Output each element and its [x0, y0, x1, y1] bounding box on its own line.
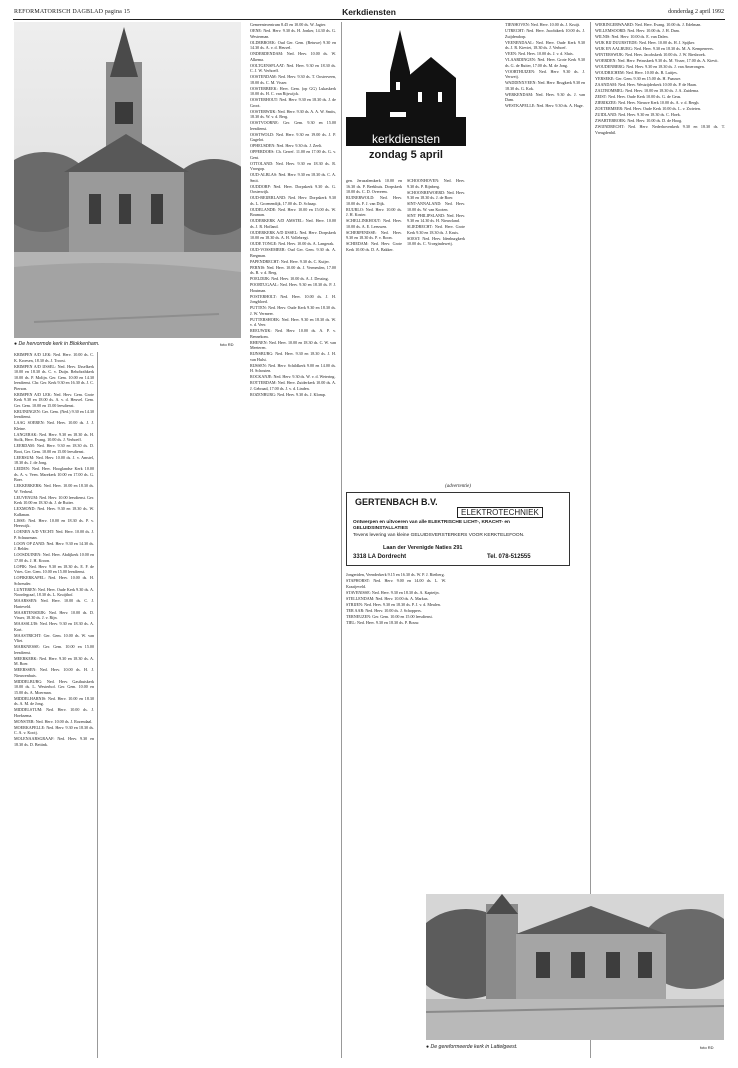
list-item: WOUDENBERG: Ned. Herv. 9.30 en 18.30 ds. J. van Amerongen.: [595, 64, 705, 69]
list-item: VEEN: Ned. Herv. 10.00 ds. J. v. d. Sluis.: [505, 51, 574, 56]
column-3a: [346, 178, 402, 478]
list-item: LANGERAK: Ned. Herv. 9.30 en 18.30 ds. H. Stolk, Herv. Evang. 10.00 ds. J. Verhoeff.: [14, 431, 94, 442]
list-item: LEERDAM: Ned. Herv. 9.30 en 18.30 ds. D. Boot, Ger. Gem. 10.00 en 15.00 leesdienst.: [14, 443, 94, 454]
list-item: KRIMPEN A/D LEK: Ned. Herv. 10.00 ds. C. K. Kroesen, 18.30 ds. J. Troost.: [14, 352, 94, 363]
list-item: MONSTER: Ned. Herv. 10.00 ds. J. Rozendaal.: [14, 718, 93, 724]
list-item: LUNTEREN: Ned. Herv. Oude Kerk 9.30 ds. A. Noordegraaf, 18.30 ds. L. Kruijthof.: [14, 586, 94, 597]
list-item: LOENEN A/D VECHT: Ned. Herv. 10.00 ds. J. P. Schuurman.: [14, 529, 94, 540]
list-item: Jongeriden, Veenderkerk 9.15 en 16.30 ds. W. P. J. Rietberg.: [346, 572, 445, 577]
list-item: ROTTERDAM: Ned. Herv. Zuiderkerk 10.00 ds. A. J. Gebraad, 17.00 ds. J. v. d. Linden.: [250, 380, 336, 391]
list-item: MARKNESSE: Ger. Gem. 10.00 en 15.00 leesdienst.: [14, 644, 94, 655]
caption-bullet-icon: ●: [14, 341, 18, 347]
list-item: OUDDORP: Ned. Herv. Dorpskerk 9.30 ds. G. Oosterwijk.: [250, 183, 336, 194]
list-item: Gemeentecentrum 8.45 en 10.00 ds. W. Jagter.: [250, 22, 327, 27]
list-item: WIJK EN AALBURG: Ned. Herv. 9.30 en 18.30 ds. M. A. Kempeneers.: [595, 46, 714, 51]
list-item: ONDERDENDAM: Ned. Herv. 10.00 ds. W. Alkema.: [250, 51, 336, 62]
list-item: TIENHOVEN: Ned. Herv. 10.00 ds. J. Kruijt.: [505, 22, 581, 27]
list-item: POORTUGAAL: Ned. Herv. 9.30 en 18.30 ds. P. J. Houtman.: [250, 282, 336, 293]
photo-credit-top: foto RD: [220, 342, 234, 347]
list-item: LOOSDUINEN: Ned. Herv. Abdijkerk 10.00 en 17.00 ds. J. H. Kroon.: [14, 552, 94, 563]
list-item: PAPENDRECHT: Ned. Herv. 9.30 ds. C. Kuijer.: [250, 258, 330, 264]
church-photo-top: [14, 22, 241, 338]
column-5: [505, 22, 585, 492]
list-item: LEERSUM: Ned. Herv. 10.00 ds. J. v. Amstel, 18.30 ds. J. de Jong.: [14, 454, 94, 465]
list-item: TIEL: Ned. Herv. 9.30 en 18.30 ds. P. Bouw.: [346, 619, 420, 625]
list-item: OUD-VOSSEMEER: Oud Ger. Gem. 9.30 ds. A. Bregman.: [250, 247, 336, 258]
list-item: ROZENBURG: Ned. Herv. 9.30 ds. J. Klomp.: [250, 391, 326, 397]
list-item: WOERDEN: Ned. Herv. Petruskerk 9.30 ds. M. Visser, 17.00 ds. A. Kievit.: [595, 58, 719, 63]
list-item: LAAG SOEREN: Ned. Herv. 10.00 ds. J. J. Kleine.: [14, 420, 94, 431]
list-item: VEENENDAAL: Ned. Herv. Oude Kerk 9.30 ds. J. R. Kieviet, 18.30 ds. J. Verhoef.: [505, 39, 585, 50]
list-item: LOON OP ZAND: Ned. Herv. 9.30 en 14.30 ds. J. Belder.: [14, 540, 94, 551]
list-item: WINTERSWIJK: Ned. Herv. Jacobskerk 10.00 ds. J. W. Biesbroek.: [595, 52, 706, 57]
column-divider: [97, 352, 98, 1058]
photo-caption-bottom: [426, 1044, 518, 1050]
list-item: SCHOONHOVEN: Ned. Herv. 9.30 ds. P. Rijnberg.: [407, 178, 465, 189]
list-item: POELDIJK: Ned. Herv. 10.00 ds. A. J. Dessing.: [250, 276, 329, 281]
list-item: KRIMPEN A/D LEK: Ned. Herv. Gem. Grote Kerk 9.30 en 18.00 ds. A. v. d. Heuvel. Gem. Ger. Gem. 10.00 en 15.00 leesdienst.: [14, 391, 94, 408]
list-item: REEUWIJK: Ned. Herv. 10.00 ds. A. P. v. Bennekom.: [250, 328, 336, 339]
list-item: OOSTERHOUT: Ned. Herv. 9.30 en 18.30 ds. J. de Groot.: [250, 97, 336, 108]
list-item: MEERSSEN: Ned. Herv. 10.00 ds. H. J. Nieuwenhuis.: [14, 667, 94, 678]
list-item: TER AAR: Ned. Herv. 10.00 ds. J. Schoppers.: [346, 607, 422, 613]
list-item: SINT-ANNALAND: Ned. Herv. 10.00 ds. W. van Kooten.: [407, 201, 465, 212]
list-item: ZOETERMEER: Ned. Herv. Oude Kerk 10.00 ds. L. v. Zwieten.: [595, 106, 701, 111]
list-item: PUTTERSHOEK: Ned. Herv. 9.30 en 18.30 ds. W. v. d. Veer.: [250, 316, 336, 327]
list-item: gen. Jeruzalemkerk 10.00 en 16.30 ds. P. Beekhuis. Dorpskerk 10.00 ds. C. D. Overeem.: [346, 178, 402, 194]
list-item: ZWARTEBROEK: Ned. Herv. 10.00 ds. D. de Hoog.: [595, 118, 683, 123]
list-item: OUD-BEIJERLAND: Ned. Herv. Dorpskerk 9.30 ds. L. Groenendijk, 17.00 ds. D. Schaap.: [250, 195, 336, 206]
ad-company: GERTENBACH B.V.: [355, 497, 438, 507]
list-item: RUINERWOLD: Ned. Herv. 10.00 ds. F. J. van Dijk.: [346, 195, 402, 206]
list-item: OOSTENDAM: Ned. Herv. 9.30 ds. T. Oosterveen, 18.00 ds. C. M. Visser.: [250, 74, 336, 85]
church-silhouette-icon: [346, 22, 466, 142]
ad-phone: Tel. 078-512555: [487, 554, 531, 560]
list-item: MIDDELSTUM: Ned. Herv. 10.00 ds. J. Hoeksema.: [14, 707, 94, 718]
list-item: OENE: Ned. Herv. 9.30 ds. H. Jonker, 14.30 ds. G. Westerman.: [250, 28, 336, 39]
list-item: SCHOONREWOERD: Ned. Herv. 9.30 en 18.30 ds. J. de Boer.: [407, 189, 465, 200]
list-item: ROCKANJE: Ned. Herv. 9.30 ds. W. v. d. Wetering.: [250, 374, 336, 379]
list-item: ZWIJNDRECHT: Ned. Herv. Nederhovenkerk 9.30 en 18.30 ds. T. Vreugdenhil.: [595, 124, 725, 135]
list-item: MOERKAPELLE: Ned. Herv. 9.30 en 18.30 ds. C. A. v. Kooij.: [14, 724, 94, 735]
page-header-date: donderdag 2 april 1992: [668, 9, 724, 15]
list-item: OOSTERWIJK: Ned. Herv. 9.30 ds. A. A. W. Smits, 18.30 ds. W. v. d. Berg.: [250, 108, 336, 119]
list-item: YERSEKE: Ger. Gem. 9.30 en 15.00 ds. H. Paauwe.: [595, 76, 682, 81]
list-item: OOSTWOLD: Ned. Herv. 9.30 en 19.00 ds. J. P. Gugelot.: [250, 131, 336, 142]
ad-address: Laan der Verenigde Naties 291: [383, 545, 463, 551]
list-item: ZUIDLAND: Ned. Herv. 9.30 en 18.30 ds. C. Hoek.: [595, 112, 681, 117]
list-item: STAVENISSE: Ned. Herv. 9.30 en 18.30 ds. A. Kapteijn.: [346, 589, 440, 595]
ad-label: (advertentie): [445, 484, 471, 489]
photo-credit-bottom: foto RD: [700, 1045, 714, 1050]
list-item: WOUDRICHEM: Ned. Herv. 10.00 ds. B. Luitjes.: [595, 70, 678, 75]
list-item: ZIERIKZEE: Ned. Herv. Nieuwe Kerk 10.00 ds. A. v. d. Bergh.: [595, 100, 700, 105]
list-item: MAASTRICHT: Ger. Gem. 10.00 ds. W. van Vliet.: [14, 632, 94, 643]
list-item: RHENEN: Ned. Herv. 10.00 en 18.30 ds. C. W. van Meeteren.: [250, 339, 336, 350]
list-item: POSTERHOLT: Ned. Herv. 10.00 ds. J. H. Jongbloed.: [250, 293, 336, 304]
list-item: WIERINGERWAARD: Ned. Herv. Evang. 10.00 ds. J. Edelman.: [595, 22, 702, 27]
list-item: WILNIS: Ned. Herv. 10.00 ds. E. van Dalen.: [595, 34, 669, 39]
list-item: ZALTBOMMEL: Ned. Herv. 10.00 en 18.30 ds. J. A. Zuidema.: [595, 88, 700, 93]
list-item: STAPHORST: Ned. Herv. 9.00 en 14.00 ds. L. W. Kraaijeveld.: [346, 578, 446, 589]
list-item: TERNEUZEN: Ger. Gem. 10.00 en 15.00 leesdienst.: [346, 613, 433, 619]
list-item: LEUVENUM: Ned. Herv. 10.00 leesdienst. Ger. Kerk 10.00 en 18.30 ds. J. de Ruiter.: [14, 494, 94, 505]
logo-date: zondag 5 april: [369, 149, 443, 161]
list-item: MIDDELHARNIS: Ned. Herv. 10.00 en 18.30 ds. A. M. de Jong.: [14, 695, 94, 706]
ad-services: Ontwerpen en uitvoeren van alle ELEKTRISCHE LICHT-, KRACHT- en GELUIDSINSTALLATIES: [353, 520, 510, 531]
list-item: SINT PHILIPSLAND: Ned. Herv. 9.30 en 14.30 ds. H. Nieuwland.: [407, 212, 465, 223]
list-item: SLIEDRECHT: Ned. Herv. Grote Kerk 9.30 en 18.30 ds. J. Kruis.: [407, 224, 465, 235]
church-image: [426, 894, 724, 1040]
list-item: RIJSSEN: Ned. Herv. Schildkerk 9.00 en 14.00 ds. H. Schouten.: [250, 362, 336, 373]
advertisement-box: [346, 492, 570, 566]
list-item: SCHELLINKHOUT: Ned. Herv. 10.00 ds. A. E. Leeuwen.: [346, 218, 402, 229]
column-3b: [407, 178, 465, 478]
list-item: PUTTEN: Ned. Herv. Oude Kerk 9.30 en 18.30 ds. J. W. Vermeer.: [250, 305, 336, 316]
ad-products: Tevens levering van kleine GELUIDSVERSTERKERS VOOR KERKTELEFOON.: [353, 533, 525, 538]
list-item: LEIDEN: Ned. Herv. Hooglandse Kerk 10.00 ds. A. v. Veen. Marekerk 10.00 en 17.00 ds. G. Boer.: [14, 466, 94, 482]
list-item: SCHERPENISSE: Ned. Herv. 9.30 en 18.30 ds. P. v. Roon.: [346, 229, 402, 240]
list-item: LEXMOND: Ned. Herv. 9.30 en 18.30 ds. W. Kalkman.: [14, 506, 94, 517]
list-item: OUD-ALBLAS: Ned. Herv. 9.30 en 18.30 ds. C. A. Smit.: [250, 172, 336, 183]
list-item: WADDINXVEEN: Ned. Herv. Brugkerk 9.30 en 18.30 ds. G. Kok.: [505, 80, 585, 91]
list-item: OUDE TONGE: Ned. Herv. 10.00 ds. A. Langerak.: [250, 241, 335, 246]
column-1: [14, 352, 94, 1058]
list-item: MIDDELBURG: Ned. Herv. Gasthuiskerk 10.00 ds. L. Westerhof. Ger. Gem. 10.00 en 15.00 ds. A. Moerman.: [14, 678, 94, 695]
list-item: STELLENDAM: Ned. Herv. 10.00 ds. A. Markus.: [346, 595, 429, 601]
list-item: VOORTHUIZEN: Ned. Herv. 9.30 ds. J. Verweij.: [505, 68, 585, 79]
list-item: KRUININGEN: Ger. Gem. (Ned.) 9.30 en 14.30 leesdienst.: [14, 408, 94, 419]
church-image: [14, 22, 241, 338]
list-item: RIJNSBURG: Ned. Herv. 9.30 en 18.30 ds. J. H. van Hulst.: [250, 351, 336, 362]
list-item: SCHIEDAM: Ned. Herv. Grote Kerk 10.00 ds. D. A. Bakker.: [346, 241, 402, 252]
list-item: OUDERKERK A/D AMSTEL: Ned. Herv. 10.00 ds. J. R. Hofland.: [250, 218, 336, 229]
caption-text: De gereformeerde kerk in Lattelgeest.: [430, 1044, 518, 1050]
list-item: OPPERDOES: Ch. Gerref. 11.00 en 17.00 ds. G. v. Gent.: [250, 149, 336, 160]
section-title: Kerkdiensten: [342, 7, 396, 17]
caption-text: De hervormde kerk in Blokkenham.: [18, 341, 100, 347]
list-item: WESTKAPELLE: Ned. Herv. 9.30 ds. A. Hage.: [505, 103, 584, 108]
list-item: KRIMPEN A/D IJSSEL: Ned. Herv. IJsselkerk 10.00 en 18.30 ds. C. v. Duijn. Rehobothkerk 10.00 ds. P. Molijn. Ger. Gem. 10.00 en 14.30 leesdienst. Chr. Ger. Kerk 9.30 en 16.30 ds. J. C. Pierson.: [14, 363, 94, 391]
list-item: LEKKERKERK: Ned. Herv. 10.00 en 18.30 ds. W. Verheul.: [14, 483, 94, 494]
kerkdiensten-logo: [346, 22, 466, 170]
list-item: VLAARDINGEN: Ned. Herv. Grote Kerk 9.30 ds. G. de Ruiter, 17.00 ds. M. de Jong.: [505, 57, 585, 68]
list-item: LOPIKERKAPEL: Ned. Herv. 10.00 ds. H. Schreuder.: [14, 575, 94, 586]
list-item: ZAANDAM: Ned. Herv. Westzijderkerk 10.00 ds. P. de Haan.: [595, 82, 697, 87]
list-item: OUDELANDE: Ned. Herv. 10.00 en 15.00 ds. W. Bouman.: [250, 206, 336, 217]
column-divider: [341, 22, 342, 1058]
ad-city: 3318 LA Dordrecht: [353, 554, 407, 560]
logo-title: kerkdiensten: [371, 132, 441, 146]
list-item: OOLTGENSPLAAT: Ned. Herv. 9.30 en 18.30 ds. C. J. W. Verhoeff.: [250, 62, 336, 73]
list-item: UTRECHT: Ned. Herv. Jacobikerk 10.00 ds. J. Zuijdendorp.: [505, 28, 585, 39]
list-item: OTTOLAND: Ned. Herv. 9.30 en 18.30 ds. R. Vroegop.: [250, 160, 336, 171]
list-item: WERKENDAM: Ned. Herv. 9.30 ds. J. van Dam.: [505, 91, 585, 102]
page-header-left: REFORMATORISCH DAGBLAD pagina 15: [14, 9, 131, 15]
list-item: OUDERKERK A/D IJSSEL: Ned. Herv. Dorpskerk 10.00 en 18.30 ds. A. H. Vollebregt.: [250, 229, 336, 240]
list-item: SOEST: Ned. Herv. Idenburgkerk 10.00 ds. C. Vroegindeweij.: [407, 235, 465, 246]
church-photo-bottom: [426, 894, 724, 1040]
list-item: OPHEUSDEN: Ned. Herv. 9.30 ds. J. Zeelt.: [250, 143, 323, 148]
list-item: PERNIS: Ned. Herv. 10.00 ds. J. Vermeulen, 17.00 ds. B. v. d. Berg.: [250, 264, 336, 275]
list-item: WILLEMSOORD: Ned. Herv. 10.00 ds. J. H. Dam.: [595, 28, 680, 33]
column-6: [595, 22, 725, 862]
ad-department: ELEKTROTECHNIEK: [457, 507, 543, 518]
list-item: OOSTVOORNE: Ger. Gem. 9.30 en 15.00 leesdienst.: [250, 120, 336, 131]
column-2: [250, 22, 336, 1058]
list-item: RUURLO: Ned. Herv. 10.00 ds. J. H. Koster.: [346, 206, 402, 217]
list-item: OOSTERBEEK: Herv. Gem. (op GG) Lukaskerk 10.00 ds. H. C. van Rijswijck.: [250, 85, 336, 96]
list-item: MEERKERK: Ned. Herv. 9.30 en 18.30 ds. A. M. Boer.: [14, 655, 94, 666]
list-item: MAARTENSDIJK: Ned. Herv. 10.00 ds. D. Visser, 18.30 ds. J. v. Rijn.: [14, 609, 94, 620]
header-divider: [13, 19, 725, 20]
list-item: MAARSSEN: Ned. Herv. 10.00 ds. C. J. Harteveld.: [14, 598, 94, 609]
list-item: STRIJEN: Ned. Herv. 9.30 en 18.30 ds. P. J. v. d. Meulen.: [346, 601, 441, 607]
list-item: OLDEBROEK: Oud Ger. Gem. (Betuwe) 9.30 en 14.30 ds. A. v. d. Heuvel.: [250, 39, 336, 50]
caption-bullet-icon: ●: [426, 1044, 430, 1050]
list-item: LISSE: Ned. Herv. 10.00 en 18.30 ds. P. v. Heeswijk.: [14, 517, 94, 528]
list-item: WIJK BIJ DUURSTEDE: Ned. Herv. 10.00 ds. H. J. Spijker.: [595, 40, 696, 45]
list-item: MOLENAARSGRAAF: Ned. Herv. 9.30 en 18.30 ds. D. Bettink.: [14, 736, 94, 747]
list-item: MAASSLUIS: Ned. Herv. 9.30 en 18.30 ds. A. Kort.: [14, 621, 94, 632]
photo-caption-top: [14, 341, 100, 347]
list-item: LOPIK: Ned. Herv. 9.30 en 18.30 ds. E. F. de Vries. Ger. Gem. 10.00 en 15.00 leesdienst.: [14, 563, 94, 574]
list-item: ZEIST: Ned. Herv. Oude Kerk 10.00 ds. G. de Geus.: [595, 94, 682, 99]
